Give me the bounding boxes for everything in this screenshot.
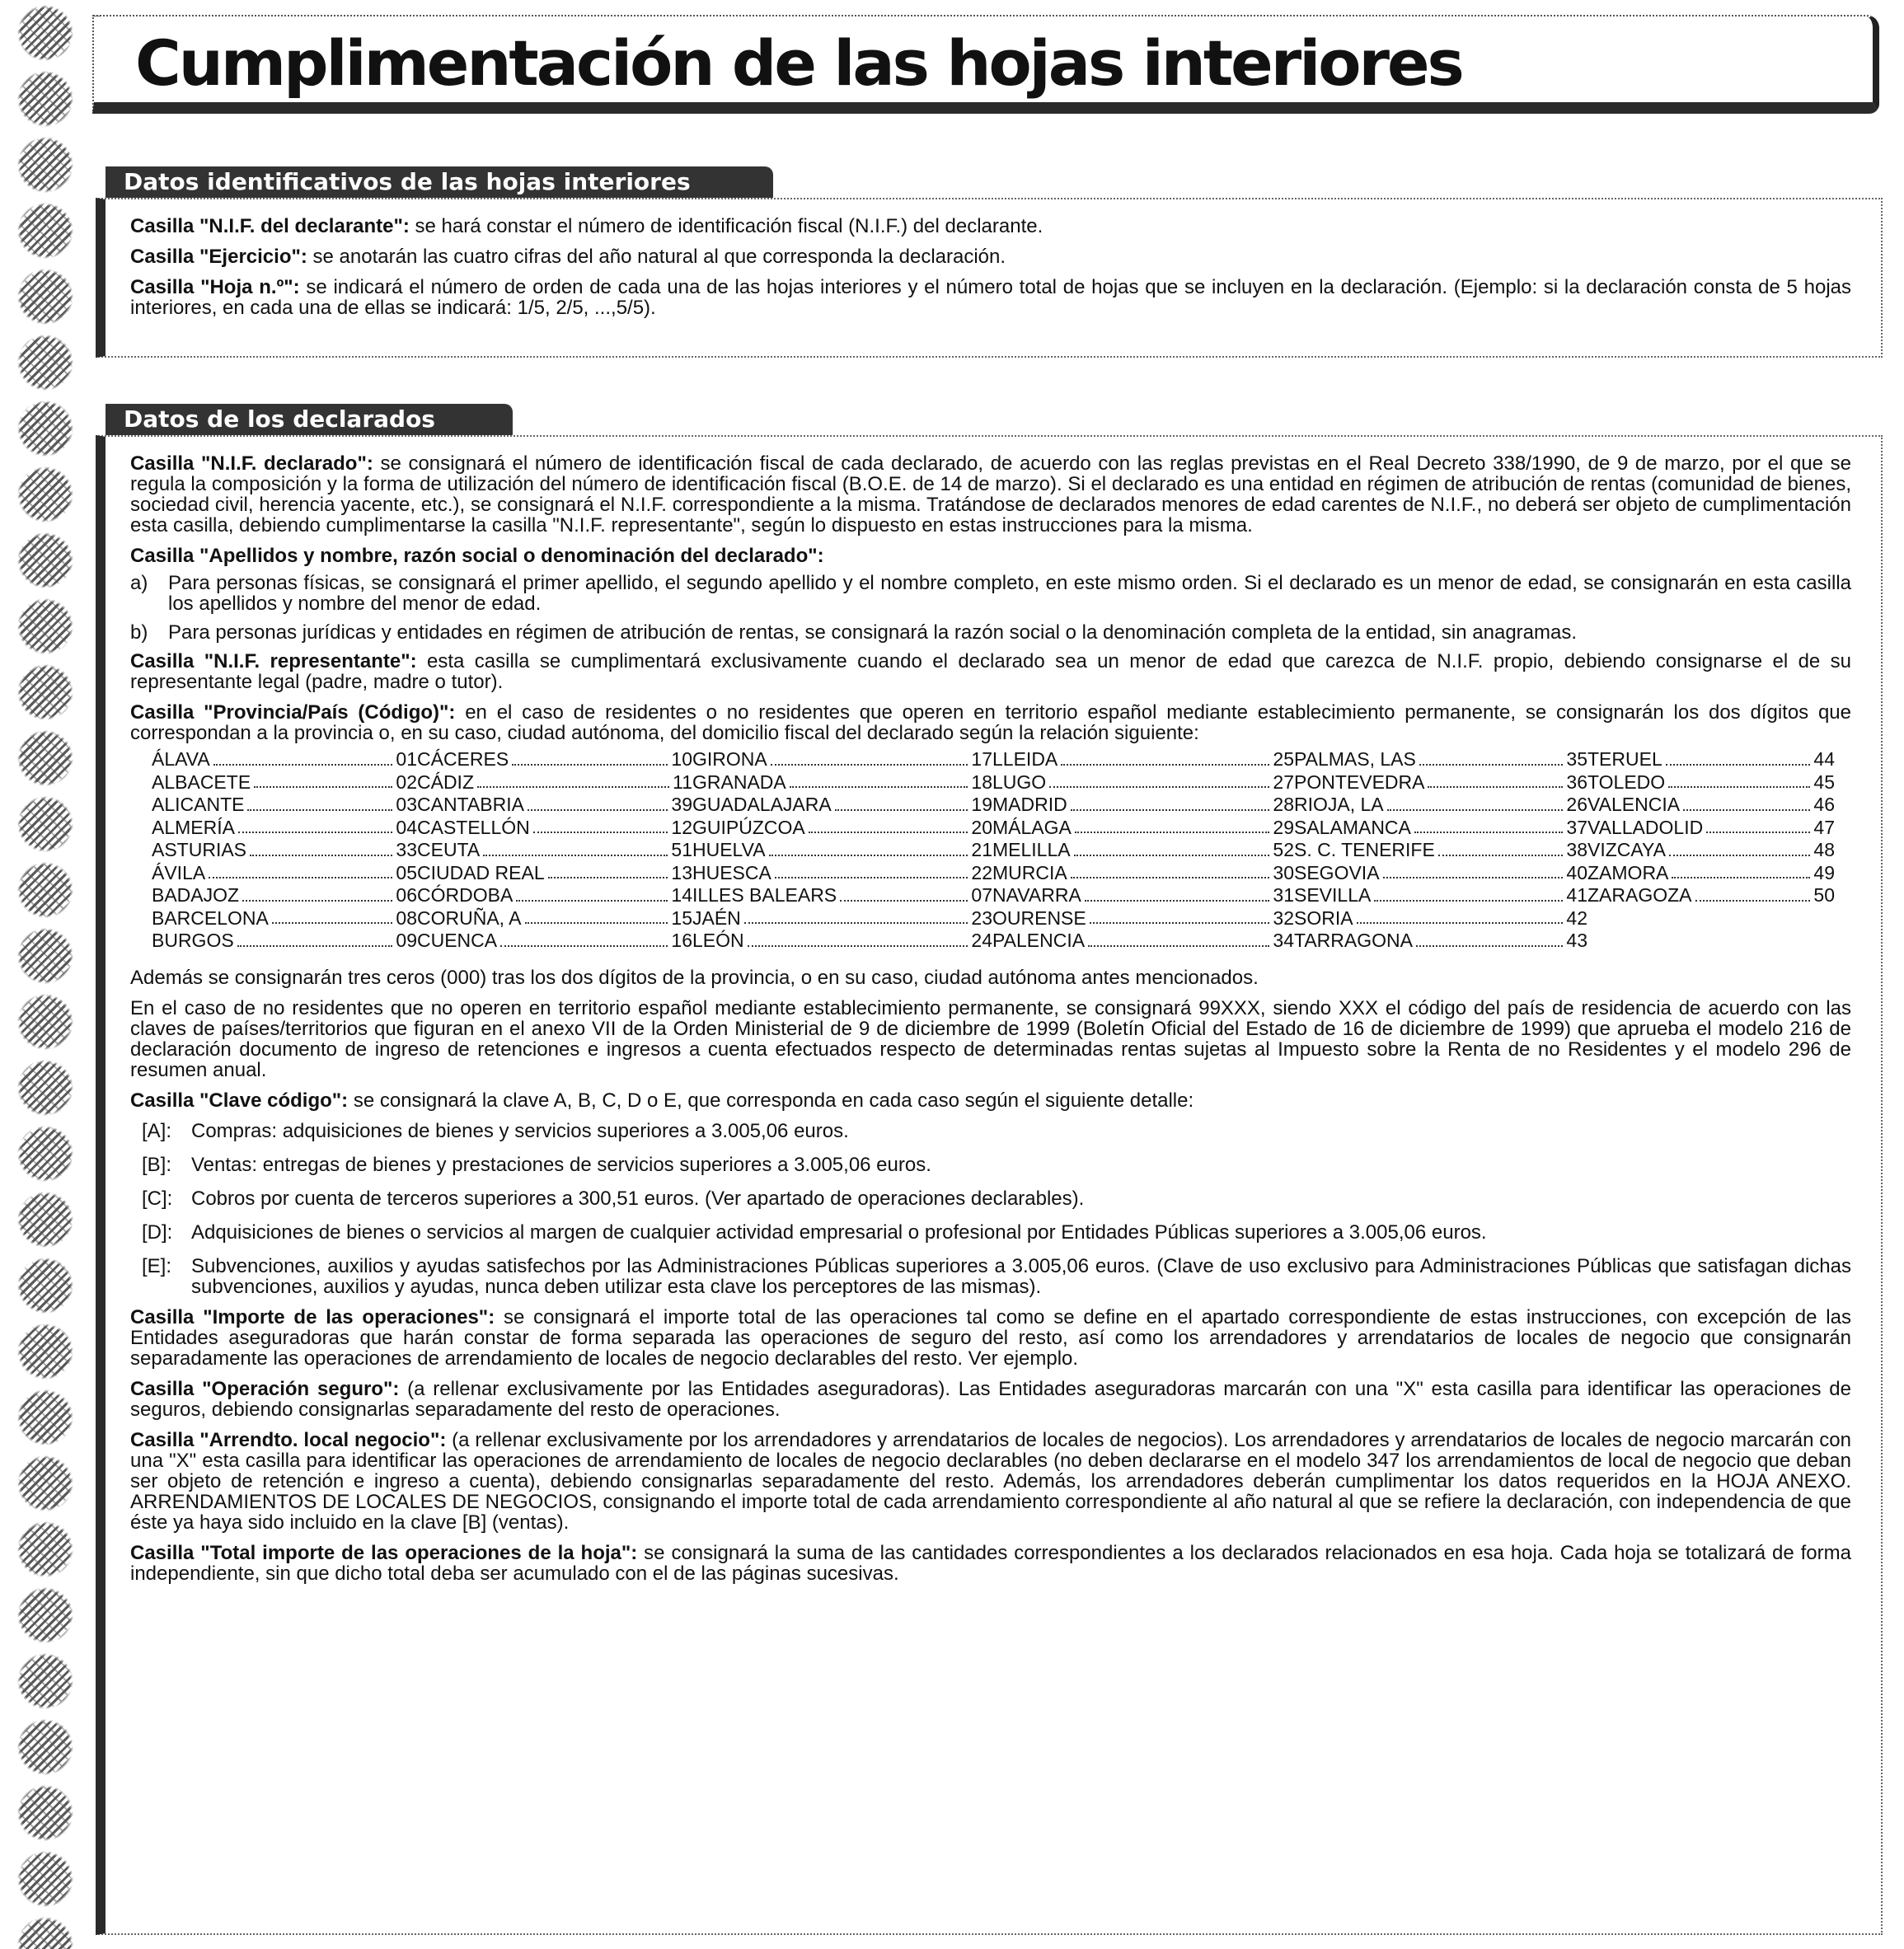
leader-dots [272,907,393,925]
province-row [692,817,992,840]
leader-dots [775,862,968,879]
leader-dots [748,930,968,947]
leader-dots [548,862,668,879]
leader-dots [771,748,968,766]
province-row [692,748,992,771]
province-row [152,930,417,953]
province-row [992,839,1294,862]
province-code: 20 [971,816,992,838]
paragraph-provincia: Casilla "Provincia/País (Código)": en el caso de residentes o no residentes que operen en territorio español mediante establecimiento permanente, se consignarán los dos dígitos que correspondan a la provincia o, en su caso, ciudad autónoma, del domicilio fiscal del declarado según la relación siguiente: [130,701,1851,744]
province-row [152,748,417,771]
province-code: 46 [1813,794,1835,815]
province-name: ÁLAVA [152,748,210,770]
province-code: 36 [1566,771,1587,793]
province-row [417,907,692,930]
leader-dots [242,884,392,902]
province-row [152,817,417,840]
province-column [692,748,992,953]
leader-dots [1683,794,1810,811]
leader-dots [250,839,392,856]
province-column [1294,748,1587,953]
province-row [417,794,692,817]
province-row [692,839,992,862]
province-code: 34 [1273,930,1294,951]
province-row [992,884,1294,907]
province-code: 49 [1813,861,1835,883]
province-name: LLEIDA [992,748,1058,770]
leader-dots [483,839,668,856]
leader-dots [1695,884,1811,902]
paragraph-nif-representante: Casilla "N.I.F. representante": esta casilla se cumplimentará exclusivamente cuando el declarado sea un menor de edad que carezca de N.I.F. propio, debiendo consignarse el de su representante legal (padre, madre o tutor). [130,650,1852,693]
province-row [1294,794,1587,817]
province-name: CASTELLÓN [417,816,530,838]
leader-dots [533,817,668,834]
province-row [692,930,992,953]
province-name: GRANADA [692,771,786,793]
leader-dots [1428,771,1563,789]
leader-dots [1419,748,1564,766]
province-name: JAÉN [692,907,741,929]
province-name: S. C. TENERIFE [1294,839,1435,860]
leader-dots [1666,748,1811,766]
province-row [992,862,1294,885]
province-code: 13 [671,861,692,883]
province-name: LEÓN [692,930,744,951]
province-code: 14 [671,884,692,906]
province-code: 05 [396,861,417,883]
province-name: MADRID [992,794,1067,815]
province-code: 47 [1813,816,1835,838]
province-row [692,794,992,817]
leader-dots [1416,930,1563,947]
province-name: TERUEL [1587,748,1662,770]
leader-dots [1438,839,1564,856]
paragraph-apellidos: Casilla "Apellidos y nombre, razón social o denominación del declarado": [130,545,824,567]
province-name: ALBACETE [152,771,251,793]
province-name: ZARAGOZA [1587,884,1692,906]
province-name: CÁCERES [417,748,509,770]
province-code: 17 [971,748,992,770]
list-item: [D]: Adquisiciones de bienes o servicios al margen de cualquier actividad empresarial o profesional por Entidades Públicas superiores a 3.005,06 euros. [142,1220,1487,1244]
province-name: VALENCIA [1587,794,1681,815]
province-row [1587,862,1835,885]
leader-dots [516,884,668,902]
province-code: 04 [396,816,417,838]
province-name: SEVILLA [1294,884,1372,906]
province-name: SORIA [1294,907,1353,929]
leader-dots [1672,862,1810,879]
province-name: GIRONA [692,748,767,770]
province-name: ZAMORA [1587,861,1669,883]
province-name: SALAMANCA [1294,816,1411,838]
paragraph-hoja: Casilla "Hoja n.º": se indicará el número de orden de cada una de las hojas interiores y el número total de hojas que se incluyen en la declaración. (Ejemplo: si la declaración consta de 5 hojas interiores, en cada una de ellas se indicará: 1/5, 2/5, ...,5/5). [130,276,1851,319]
list-claves [130,1121,1851,1297]
province-code: 39 [671,794,692,815]
province-code: 09 [396,930,417,951]
province-row [1294,748,1587,771]
province-row [152,839,417,862]
province-row [152,907,417,930]
leader-dots [213,748,393,766]
province-code: 03 [396,794,417,815]
section-heading-identificativos: Datos identificativos de las hojas interiores [106,166,773,198]
province-name: RIOJA, LA [1294,794,1384,815]
province-name: HUESCA [692,861,771,883]
province-row [692,907,992,930]
paragraph-no-residentes: En el caso de no residentes que no operen en territorio español mediante establecimiento permanente, se consignará 99XXX, siendo XXX el código del país de residencia de acuerdo con las claves de países/territorios que figuran en el anexo VII de la Orden Ministerial de 9 de diciembre de 1999 (Boletín Oficial del Estado de 16 de diciembre de 1999) que aprueba el modelo 216 de declaración documento de ingreso de retenciones e ingresos a cuenta efectuados respecto de determinadas rentas sujetas al Impuesto sobre la Renta de no Residentes y el modelo 296 de resumen anual. [130,996,1851,1081]
province-row [417,748,692,771]
province-code: 31 [1273,884,1294,906]
leader-dots [477,771,669,789]
province-code: 35 [1566,748,1587,770]
paragraph-ejercicio: Casilla "Ejercicio": se anotarán las cuatro cifras del año natural al que corresponda la declaración. [130,246,1006,268]
province-column [417,748,692,953]
leader-dots [1414,817,1564,834]
title-banner [92,15,1879,114]
province-name: MÁLAGA [992,816,1072,838]
leader-dots [1074,839,1270,856]
province-column [992,748,1294,953]
province-name: ALMERÍA [152,816,235,838]
list-item: b) Para personas jurídicas y entidades en régimen de atribución de rentas, se consignará la razón social o la denominación completa de la entidad, sin anagramas. [130,621,1578,644]
province-name: MELILLA [992,839,1071,860]
province-name: PONTEVEDRA [1294,771,1425,793]
province-code: 28 [1273,794,1294,815]
province-row [417,771,692,794]
province-row [1587,817,1835,840]
province-row [992,771,1294,794]
province-row [1294,862,1587,885]
province-column [1587,748,1835,953]
province-code: 27 [1273,771,1294,793]
leader-dots [1357,907,1564,925]
leader-dots [1374,884,1563,902]
province-code: 21 [971,839,992,860]
province-name: GUADALAJARA [692,794,832,815]
province-code: 33 [396,839,417,860]
leader-dots [247,794,392,811]
province-column [152,748,417,953]
province-code: 06 [396,884,417,906]
province-row [152,771,417,794]
province-name: PALENCIA [992,930,1086,951]
province-row [692,884,992,907]
province-name: OURENSE [992,907,1086,929]
province-row [1587,748,1835,771]
province-code: 18 [971,771,992,793]
province-name: TARRAGONA [1294,930,1413,951]
province-name: NAVARRA [992,884,1081,906]
province-code: 01 [396,748,417,770]
leader-dots [1075,817,1270,834]
province-name: BARCELONA [152,907,269,929]
leader-dots [1061,748,1269,766]
province-code: 22 [971,861,992,883]
province-code: 37 [1566,816,1587,838]
leader-dots [1706,817,1810,834]
province-code: 23 [971,907,992,929]
province-row [1587,771,1835,794]
province-code-table [130,748,1851,956]
leader-dots [1387,794,1564,811]
province-code: 25 [1273,748,1294,770]
province-row [1294,884,1587,907]
province-row [417,884,692,907]
leader-dots [1669,839,1810,856]
province-name: CÁDIZ [417,771,474,793]
leader-dots [769,839,968,856]
decorative-border [0,0,91,1949]
paragraph-tres-ceros: Además se consignarán tres ceros (000) tras los dos dígitos de la provincia, o en su caso, ciudad autónoma antes mencionados. [130,966,1259,989]
paragraph-importe: Casilla "Importe de las operaciones": se consignará el importe total de las operaciones tal como se define en el apartado correspondiente de estas instrucciones, con excepción de las Entidades aseguradoras que harán constar de forma separada las operaciones de seguro del resto, así como los arrendadores y arrendatarios de locales de negocio que consignarán separadamente las operaciones de arrendamiento de locales de negocio declarables del resto. Ver ejemplo. [130,1305,1851,1370]
province-name: ASTURIAS [152,839,247,860]
province-row [152,862,417,885]
paragraph-total-importe: Casilla "Total importe de las operaciones de la hoja": se consignará la suma de las cantidades correspondientes a los declarados relacionados en esa hoja. Cada hoja se totalizará de forma independiente, sin que dicho total deba ser acumulado con el de las páginas sucesivas. [130,1541,1851,1585]
province-code: 02 [396,771,417,793]
leader-dots [744,907,968,925]
section-declarados [96,435,1883,1935]
province-code: 38 [1566,839,1587,860]
province-name: MURCIA [992,861,1067,883]
leader-dots [237,930,393,947]
province-row [417,930,692,953]
province-code: 10 [671,748,692,770]
leader-dots [254,771,392,789]
province-name: BADAJOZ [152,884,240,906]
province-code: 50 [1813,884,1835,906]
province-name: VALLADOLID [1587,816,1704,838]
paragraph-seguro: Casilla "Operación seguro": (a rellenar exclusivamente por las Entidades aseguradoras). Las Entidades aseguradoras marcarán con una "X" esta casilla para identificar las operaciones de seguros, debiendo consignarlas separadamente del resto de operaciones. [130,1377,1851,1421]
province-code: 07 [971,884,992,906]
province-code: 24 [971,930,992,951]
province-row [992,748,1294,771]
province-row [417,817,692,840]
page-title: Cumplimentación de las hojas interiores [135,26,1462,100]
province-name: ÁVILA [152,861,206,883]
province-row [1294,907,1587,930]
province-row [152,794,417,817]
section-identificativos [96,198,1883,358]
list-item: [A]: Compras: adquisiciones de bienes y servicios superiores a 3.005,06 euros. [142,1119,849,1142]
province-row [417,839,692,862]
province-name: TOLEDO [1587,771,1666,793]
list-item: [E]: Subvenciones, auxilios y ayudas satisfechos por las Administraciones Públicas superiores a 3.005,06 euros. (Clave de uso exclusivo para Administraciones Públicas que satisfagan dichas subvenciones, auxilios y ayudas, nunca deben utilizar esta clave los perceptores de las mismas). [142,1254,1851,1298]
list-apellidos [130,573,1851,643]
province-name: VIZCAYA [1587,839,1666,860]
province-code: 40 [1566,861,1587,883]
province-name: ALICANTE [152,794,245,815]
province-code: 32 [1273,907,1294,929]
leader-dots [1088,930,1269,947]
paragraph-nif-declarado: Casilla "N.I.F. declarado": se consignará el número de identificación fiscal de cada declarado, de acuerdo con las reglas previstas en el Real Decreto 338/1990, de 9 de marzo, por el que se regula la composición y la forma de utilización del número de identificación fiscal (B.O.E. de 14 de marzo). Si el declarado es una entidad en régimen de atribución de rentas (comunidad de bienes, sociedad civil, herencia yacente, etc.), se consignará el N.I.F. correspondiente a la misma. Tratándose de declarados menores de edad carentes de N.I.F., no deberá ser objeto de cumplimentación esta casilla, debiendo cumplimentarse la casilla "N.I.F. representante", según lo dispuesto en estas instrucciones para la misma. [130,452,1851,536]
province-name: CIUDAD REAL [417,861,545,883]
province-name: CÓRDOBA [417,884,514,906]
province-code: 51 [671,839,692,860]
leader-dots [809,817,968,834]
province-name: PALMAS, LAS [1294,748,1416,770]
province-name: CEUTA [417,839,481,860]
leader-dots [1071,862,1270,879]
province-code: 44 [1813,748,1835,770]
leader-dots [512,748,668,766]
province-code: 16 [671,930,692,951]
province-row [1294,771,1587,794]
leader-dots [1071,794,1270,811]
province-row [1294,817,1587,840]
province-row [992,817,1294,840]
province-row [1294,930,1587,953]
leader-dots [840,884,968,902]
leader-dots [500,930,668,947]
province-row [1587,839,1835,862]
province-code: 29 [1273,816,1294,838]
province-row [992,930,1294,953]
province-code: 12 [671,816,692,838]
paragraph-arrendamiento: Casilla "Arrendto. local negocio": (a rellenar exclusivamente por los arrendadores y arrendatarios de locales de negocios). Los arrendadores y arrendatarios de locales de negocio marcarán con una "X" esta casilla para identificar las operaciones de arrendamiento de locales de negocio declarables (no deben declararse en el modelo 347 los arrendamientos de local de negocio que deban ser objeto de retención e ingreso a cuenta), debiendo consignarlas separadamente del resto. Además, los arrendadores deberán cumplimentar los datos requeridos en la HOJA ANEXO. ARRENDAMIENTOS DE LOCALES DE NEGOCIOS, consignando el importe total de cada arrendamiento correspondiente al año natural al que se refiere la declaración, con independencia de que éste ya haya sido incluido en la clave [B] (ventas). [130,1428,1851,1534]
paragraph-clave-codigo: Casilla "Clave código": se consignará la clave A, B, C, D o E, que corresponda en cada caso según el siguiente detalle: [130,1089,1194,1112]
province-row [692,771,992,794]
province-code: 26 [1566,794,1587,815]
province-code: 11 [673,771,692,793]
leader-dots [238,817,392,834]
province-name: GUIPÚZCOA [692,816,805,838]
province-name: CANTABRIA [417,794,524,815]
province-code: 15 [671,907,692,929]
province-row [1294,839,1587,862]
province-code: 30 [1273,861,1294,883]
leader-dots [1085,884,1270,902]
leader-dots [835,794,968,811]
leader-dots [790,771,968,789]
province-row [692,862,992,885]
province-code: 08 [396,907,417,929]
province-row [417,862,692,885]
province-code: 52 [1273,839,1294,860]
province-name: HUELVA [692,839,766,860]
province-code: 48 [1813,839,1835,860]
province-code: 45 [1813,771,1835,793]
leader-dots [1383,862,1564,879]
list-item: a) Para personas físicas, se consignará el primer apellido, el segundo apellido y el nombre completo, en este mismo orden. Si el declarado es un menor de edad, se consignarán en esta casilla los apellidos y nombre del menor de edad. [130,572,1851,615]
province-row [1587,794,1835,817]
province-name: CUENCA [417,930,498,951]
leader-dots [1090,907,1270,925]
province-code: 19 [971,794,992,815]
leader-dots [528,794,668,811]
leader-dots [1668,771,1810,789]
province-name: BURGOS [152,930,234,951]
leader-dots [209,862,392,879]
list-item: [B]: Ventas: entregas de bienes y prestaciones de servicios superiores a 3.005,06 euros. [142,1153,931,1176]
province-row [992,794,1294,817]
province-code: 43 [1566,930,1587,951]
province-row [1587,884,1835,907]
province-name: LUGO [992,771,1047,793]
leader-dots [1049,771,1269,789]
province-row [152,884,417,907]
paragraph-nif-declarante: Casilla "N.I.F. del declarante": se hará constar el número de identificación fiscal (N.I.F.) del declarante. [130,215,1043,237]
list-item: [C]: Cobros por cuenta de terceros superiores a 300,51 euros. (Ver apartado de operaciones declarables). [142,1187,1085,1210]
leader-dots [525,907,668,925]
province-name: CORUÑA, A [417,907,522,929]
province-name: ILLES BALEARS [692,884,837,906]
province-code: 42 [1566,907,1587,929]
section-heading-declarados: Datos de los declarados [106,404,513,435]
province-code: 41 [1566,884,1587,906]
province-row [992,907,1294,930]
province-name: SEGOVIA [1294,861,1380,883]
